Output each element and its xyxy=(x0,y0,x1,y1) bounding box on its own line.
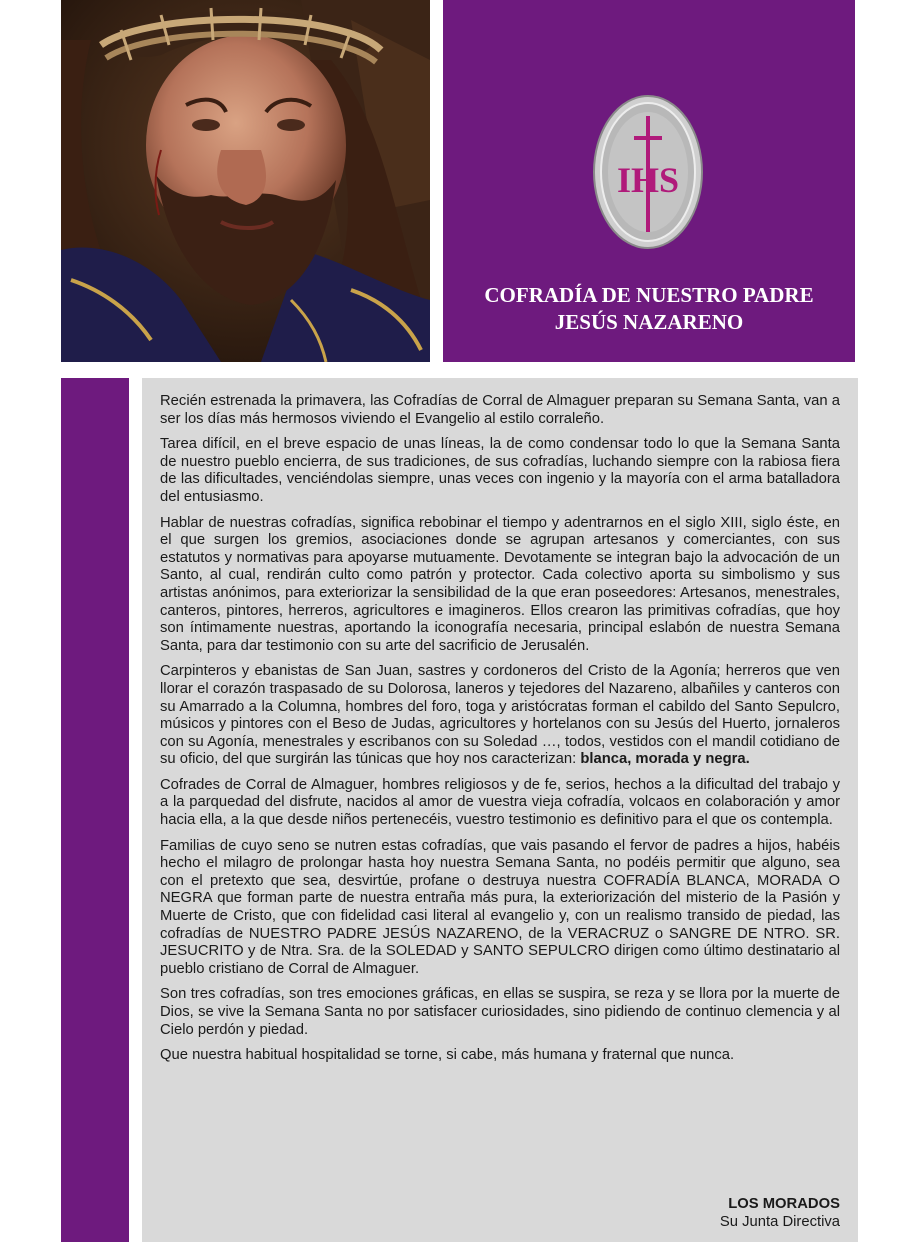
paragraph: Familias de cuyo seno se nutren estas cofradías, que vais pasando el fervor de padres a hijos, habéis hecho el milagro de prolongar hasta hoy nuestra Semana Santa, no podéis permitir que alguno, sea con el pretexto que sea, desvirtúe, profane o destruya nuestra COFRADÍA BLANCA, MORADA O NEGRA que forman parte de nuestra entraña más pura, la exteriorización del misterio de la Pasión y Muerte de Cristo, que con fidelidad casi literal al evangelio y, con un realismo transido de piedad, las cofradías de NUESTRO PADRE JESÚS NAZARENO, de la VERACRUZ o SANGRE DE NTRO. SR. JESUCRITO y de Ntra. Sra. de la SOLEDAD y SANTO SEPULCRO dirigen como último destinatario al pueblo cristiano de Corral de Almaguer. xyxy=(160,837,840,977)
nazareno-photo xyxy=(61,0,430,362)
title-line-1: COFRADÍA DE NUESTRO PADRE xyxy=(484,283,814,307)
paragraph: Recién estrenada la primavera, las Cofradías de Corral de Almaguer preparan su Semana Santa, van a ser los días más hermosos viviendo el Evangelio al estilo corraleño. xyxy=(160,393,840,427)
ihs-emblem-icon xyxy=(592,92,704,252)
emblem-text: IHS xyxy=(616,160,680,200)
paragraph: Son tres cofradías, son tres emociones gráficas, en ellas se suspira, se reza y se llora por la muerte de Dios, se vive la Semana Santa no por satisfacer curiosidades, sino pidiendo de continuo clemencia y al Cielo perdón y piedad. xyxy=(160,986,840,1038)
paragraph-bold: blanca, morada y negra. xyxy=(580,751,750,768)
paragraph-text: Carpinteros y ebanistas de San Juan, sastres y cordoneros del Cristo de la Agonía; herreros que ven llorar el corazón traspasado de su Dolorosa, laneros y tejedores del Nazareno, albañiles y canteros con su Amarrado a la Columna, hombres del foro, toga y aristócratas forman el cabildo del Santo Sepulcro, músicos y pintores con el Beso de Judas, agricultores y hortelanos con su Jesús del Huerto, jornaleros con su Agonía, menestrales y escribanos con su Soledad …, todos, vestidos con el mandil cotidiano de su oficio, del que surgirán las túnicas que hoy nos caracterizan: xyxy=(160,663,840,768)
paragraph xyxy=(160,663,840,769)
signature-role: Su Junta Directiva xyxy=(719,1213,840,1230)
paragraph: Tarea difícil, en el breve espacio de unas líneas, la de como condensar todo lo que la Semana Santa de nuestro pueblo encierra, de sus tradiciones, de sus cofradías, luchando siempre con la rabiosa fiera de las dificultades, venciéndolas siempre, unas veces con ingenio y la mayoría con el arma batalladora del entusiasmo. xyxy=(160,436,840,505)
article-body xyxy=(160,393,840,1073)
title-line-2: JESÚS NAZARENO xyxy=(554,310,744,334)
side-bar xyxy=(61,378,129,1242)
text-panel xyxy=(142,378,858,1242)
page-title xyxy=(443,282,855,336)
header-panel xyxy=(443,0,855,362)
signature-org: LOS MORADOS xyxy=(728,1196,840,1212)
signature xyxy=(720,1196,840,1231)
paragraph: Cofrades de Corral de Almaguer, hombres religiosos y de fe, serios, hechos a la dificultad del trabajo y a la parquedad del disfrute, nacidos al amor de vuestra vieja cofradía, volcaos en colaboración y amor hacia ella, a la que desde niños pertenecéis, vuestro testimonio es definitivo para el que os contempla. xyxy=(160,776,840,829)
paragraph: Que nuestra habitual hospitalidad se torne, si cabe, más humana y fraternal que nunca. xyxy=(160,1047,735,1064)
paragraph: Hablar de nuestras cofradías, significa rebobinar el tiempo y adentrarnos en el siglo XIII, siglo éste, en el que surgen los gremios, asociaciones donde se agrupan artesanos y comerciantes, con sus estatutos y normativas para apoyarse mutuamente. Devotamente se integran bajo la advocación de un Santo, al cual, rendirán culto como patrón y protector. Cada colectivo aporta su simbolismo y sus artistas anónimos, para exteriorizar la sensibilidad de la que eran poseedores: Artesanos, menestrales, canteros, pintores, herreros, agricultores e imagineros. Ellos crearon las primitivas cofradías, que hoy son íntimamente nuestras, aportando la iconografía necesaria, principal eslabón de nuestra Semana Santa, para dar testimonio con su arte del sacrificio de Jerusalén. xyxy=(160,514,840,654)
nazareno-image xyxy=(61,0,430,362)
